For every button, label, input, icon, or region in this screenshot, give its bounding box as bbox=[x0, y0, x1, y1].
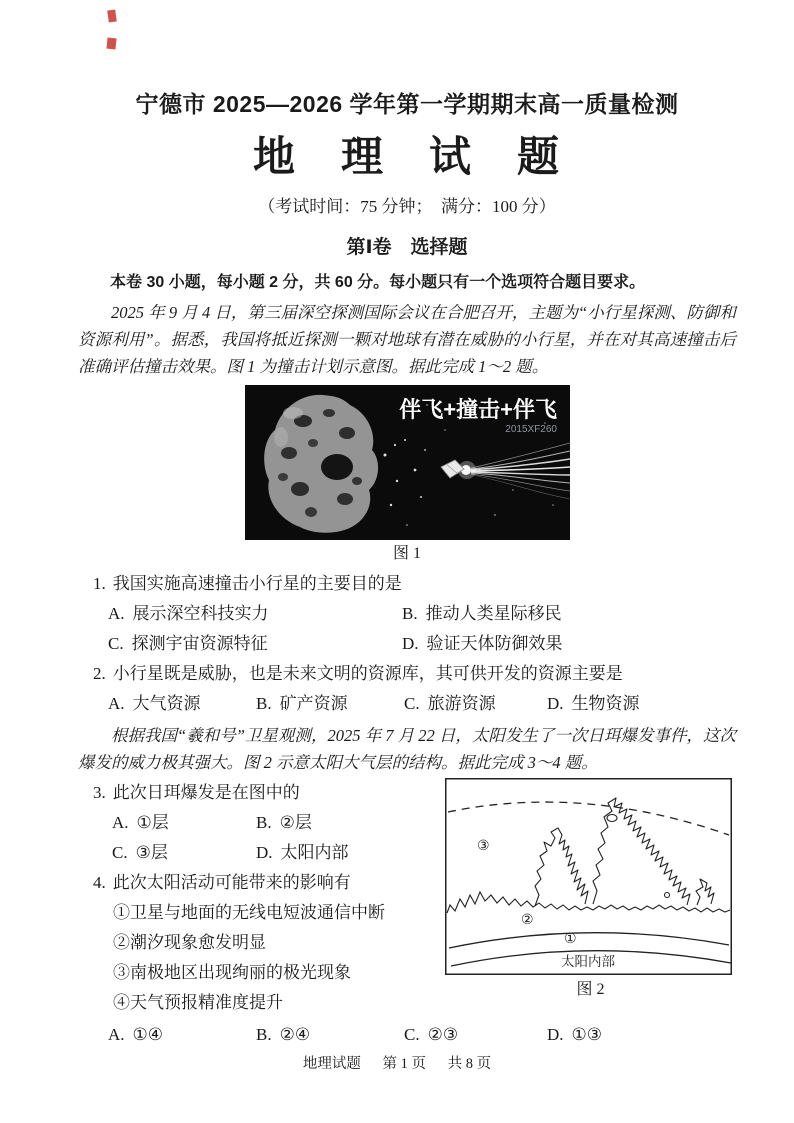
red-stamp-mark-bottom bbox=[106, 38, 116, 50]
question-3-stem: 此次日珥爆发是在图中的 bbox=[112, 783, 300, 802]
question-1-number: 1. bbox=[93, 574, 106, 593]
option-4d: D. ①③ bbox=[547, 1025, 603, 1044]
question-4-statement-2: ②潮汐现象愈发明显 bbox=[113, 933, 266, 952]
option-1b: B. 推动人类星际移民 bbox=[402, 604, 562, 623]
page-footer bbox=[0, 1053, 794, 1075]
figure2-column bbox=[445, 778, 736, 1018]
red-stamp-mark-top bbox=[107, 10, 117, 23]
sun-atmosphere-diagram bbox=[445, 778, 732, 975]
option-2a: A. 大气资源 bbox=[108, 694, 201, 713]
question-2-options-row bbox=[78, 689, 736, 719]
exam-info-line: （考试时间：75 分钟； 满分：100 分） bbox=[258, 197, 556, 216]
page-content bbox=[78, 88, 736, 1050]
question-3-options-row-2 bbox=[78, 838, 436, 868]
question-4-options-row bbox=[78, 1020, 736, 1050]
question-3-4-text-column bbox=[78, 778, 436, 1018]
passage-solar: 根据我国“羲和号”卫星观测，2025 年 7 月 22 日，太阳发生了一次日珥爆发事件，这次爆发的威力极其强大。图 2 示意太阳大气层的结构。据此完成 3～4 题。 bbox=[78, 726, 736, 772]
question-4 bbox=[78, 868, 436, 898]
option-3d: D. 太阳内部 bbox=[256, 843, 349, 862]
option-3c: C. ③层 bbox=[112, 843, 168, 862]
question-1-options-row-1 bbox=[78, 599, 736, 629]
question-1-stem: 我国实施高速撞击小行星的主要目的是 bbox=[112, 574, 402, 593]
question-4-statement-3: ③南极地区出现绚丽的极光现象 bbox=[113, 963, 351, 982]
figure2-caption: 图 2 bbox=[576, 981, 605, 998]
question-4-statement-1: ①卫星与地面的无线电短波通信中断 bbox=[113, 903, 385, 922]
asteroid-impact-illustration bbox=[245, 385, 570, 540]
question-4-stem: 此次太阳活动可能带来的影响有 bbox=[112, 873, 351, 892]
footer-doc-label: 地理试题 bbox=[302, 1056, 361, 1072]
question-4-number: 4. bbox=[93, 873, 106, 892]
passage-asteroid: 2025 年 9 月 4 日，第三届深空探测国际会议在合肥召开，主题为“小行星探测、防御和资源利用”。据悉，我国将抵近探测一颗对地球有潜在威胁的小行星，并在对其高速撞击后准确评估撞击效果。图 1 为撞击计划示意图。据此完成 1～2 题。 bbox=[78, 303, 736, 376]
question-3-options-row-1 bbox=[78, 808, 436, 838]
exam-title: 宁德市 2025—2026 学年第一学期期末高一质量检测 bbox=[135, 91, 679, 117]
option-2d: D. 生物资源 bbox=[547, 694, 640, 713]
question-1 bbox=[78, 569, 736, 599]
option-4b: B. ②④ bbox=[256, 1025, 311, 1044]
figure1-caption: 图 1 bbox=[392, 545, 421, 562]
section-title: 第Ⅰ卷 选择题 bbox=[346, 237, 468, 258]
option-3a: A. ①层 bbox=[112, 813, 169, 832]
section-instructions: 本卷 30 小题，每小题 2 分，共 60 分。每小题只有一个选项符合题目要求。 bbox=[110, 274, 646, 291]
figure1-overlay-code: 2015XF260 bbox=[504, 424, 557, 435]
question-1-options-row-2 bbox=[78, 629, 736, 659]
footer-total-pages: 共 8 页 bbox=[447, 1056, 492, 1072]
question-3-number: 3. bbox=[93, 783, 106, 802]
option-1c: C. 探测宇宙资源特征 bbox=[108, 634, 268, 653]
figure1-overlay-title: 伴飞+撞击+伴飞 bbox=[398, 397, 557, 422]
footer-page-number: 第 1 页 bbox=[382, 1056, 426, 1072]
question-2-number: 2. bbox=[93, 664, 106, 683]
sun-interior-label: 太阳内部 bbox=[561, 954, 615, 969]
option-2c: C. 旅游资源 bbox=[404, 694, 496, 713]
layer3-label: ③ bbox=[477, 839, 490, 854]
layer1-label: ① bbox=[564, 932, 577, 947]
question-2-stem: 小行星既是威胁，也是未来文明的资源库，其可供开发的资源主要是 bbox=[112, 664, 623, 683]
question-2 bbox=[78, 659, 736, 689]
option-3b: B. ②层 bbox=[256, 813, 312, 832]
question-3 bbox=[78, 778, 436, 808]
layer2-label: ② bbox=[521, 913, 534, 928]
subject-title: 地 理 试 题 bbox=[252, 135, 561, 181]
option-1a: A. 展示深空科技实力 bbox=[108, 604, 269, 623]
figure2-sun-atmosphere-diagram bbox=[445, 778, 732, 975]
option-2b: B. 矿产资源 bbox=[256, 694, 348, 713]
option-1d: D. 验证天体防御效果 bbox=[402, 634, 563, 653]
option-4a: A. ①④ bbox=[108, 1025, 164, 1044]
option-4c: C. ②③ bbox=[404, 1025, 459, 1044]
question-3-4-section bbox=[78, 778, 736, 1018]
figure1-asteroid-image bbox=[245, 385, 570, 540]
question-4-statement-4: ④天气预报精准度提升 bbox=[113, 993, 283, 1012]
diagram-border bbox=[446, 779, 732, 975]
